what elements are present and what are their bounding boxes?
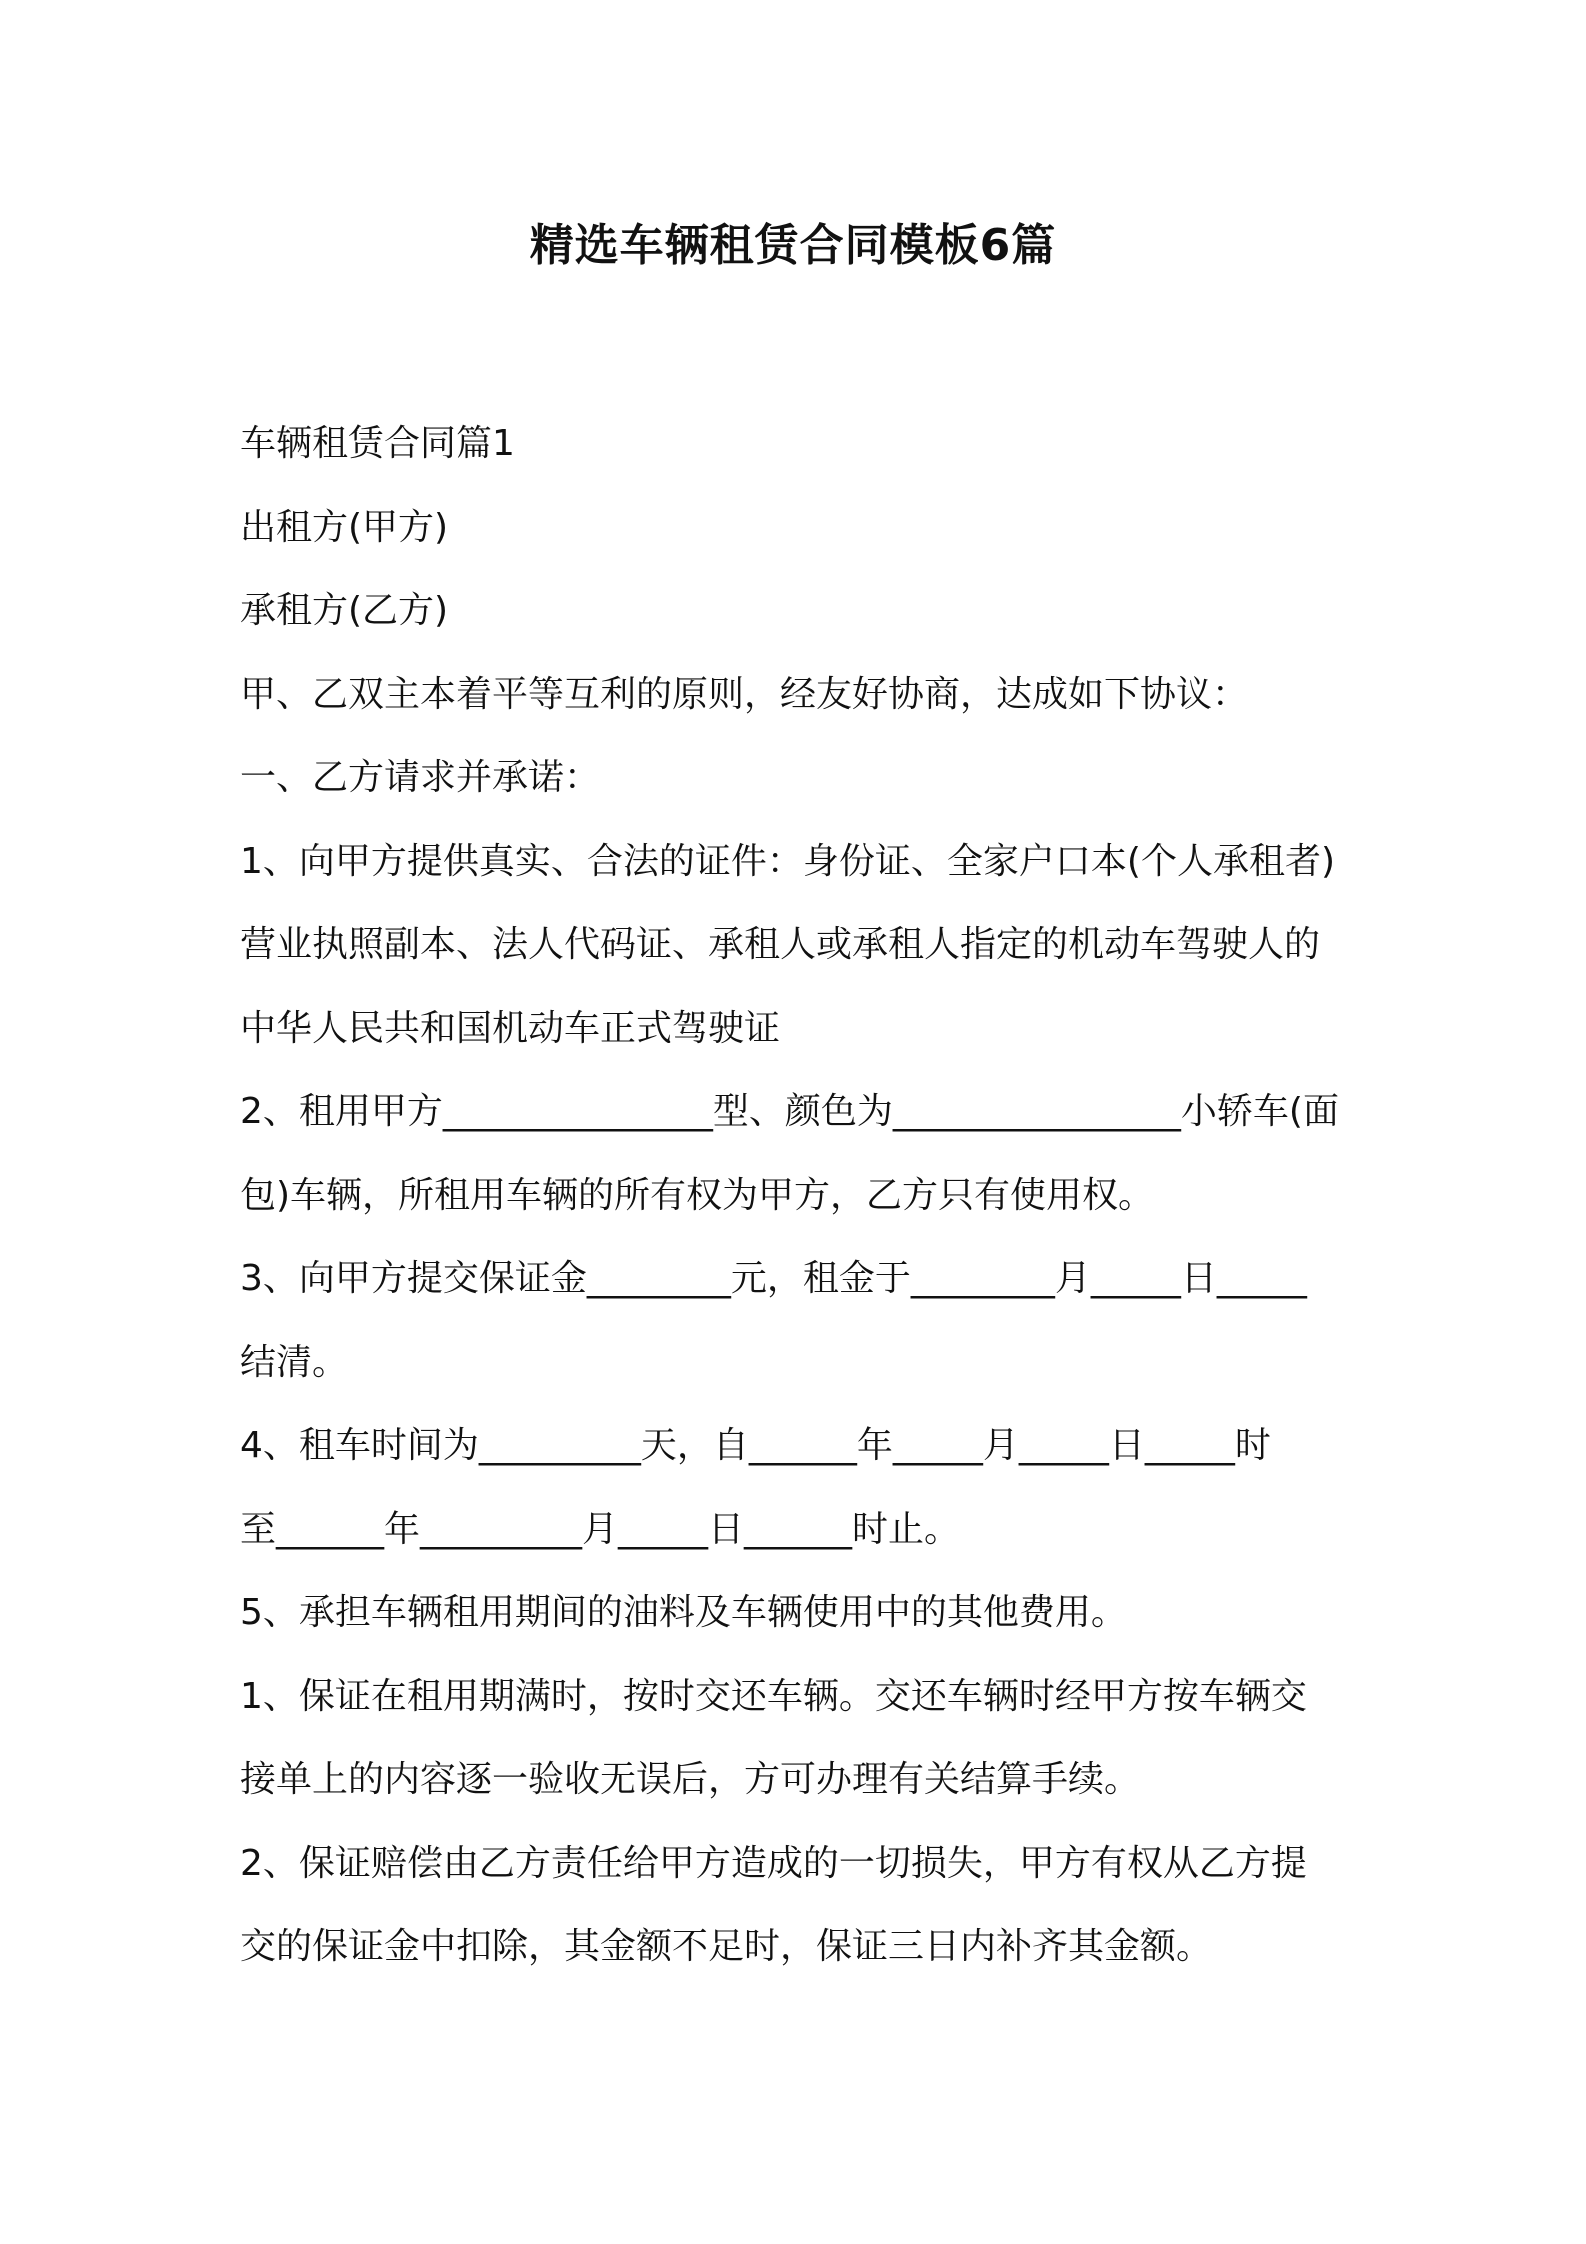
clause-line: 中华人民共和国机动车正式驾驶证 (240, 1007, 781, 1049)
clause-line: 包)车辆，所租用车辆的所有权为甲方，乙方只有使用权。 (240, 1174, 1155, 1216)
clause-line: 接单上的内容逐一验收无误后，方可办理有关结算手续。 (240, 1759, 1141, 1800)
document-body (240, 402, 1358, 1989)
lessor-line: 出租方(甲方) (240, 506, 449, 548)
clause-line: 2、租用甲方_______________型、颜色为________________小轿车(面 (240, 1091, 1339, 1132)
clause-line: 结清。 (240, 1341, 349, 1383)
lessee-line: 承租方(乙方) (240, 590, 449, 631)
clause-line: 交的保证金中扣除，其金额不足时，保证三日内补齐其金额。 (240, 1926, 1213, 1967)
clause-line: 1、保证在租用期满时，按时交还车辆。交还车辆时经甲方按车辆交 (240, 1675, 1307, 1717)
clause-line: 2、保证赔偿由乙方责任给甲方造成的一切损失，甲方有权从乙方提 (240, 1842, 1307, 1884)
clause-heading: 一、乙方请求并承诺： (240, 757, 601, 798)
clause-line: 营业执照副本、法人代码证、承租人或承租人指定的机动车驾驶人的 (240, 924, 1321, 965)
clause-line: 4、租车时间为_________天，自______年_____月_____日_____时 (240, 1425, 1271, 1466)
document-title: 精选车辆租赁合同模板6篇 (529, 220, 1057, 271)
clause-line: 1、向甲方提供真实、合法的证件：身份证、全家户口本(个人承租者) (240, 840, 1335, 882)
section-heading: 车辆租赁合同篇1 (240, 423, 515, 464)
clause-line: 3、向甲方提交保证金________元，租金于________月_____日_____ (240, 1258, 1307, 1299)
clause-line: 至______年_________月_____日______时止。 (240, 1508, 961, 1550)
preamble-line: 甲、乙双主本着平等互利的原则，经友好协商，达成如下协议： (240, 673, 1249, 715)
clause-line: 5、承担车辆租用期间的油料及车辆使用中的其他费用。 (240, 1592, 1127, 1633)
